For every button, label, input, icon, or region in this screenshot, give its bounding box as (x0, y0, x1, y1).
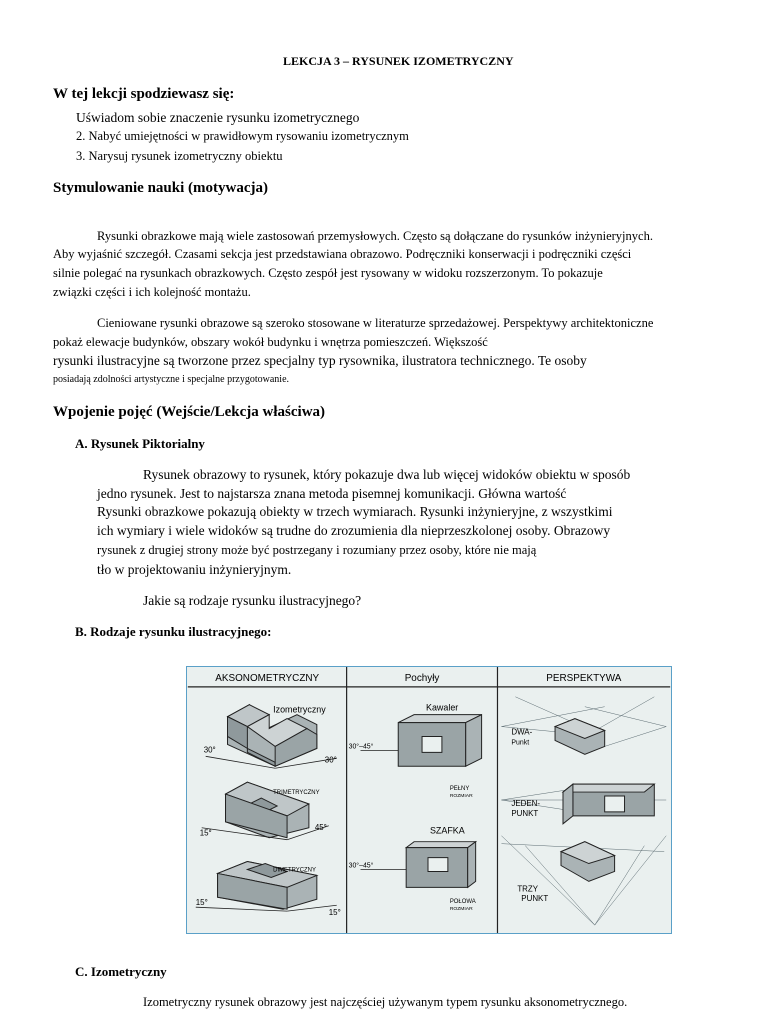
cabinet-label: SZAFKA (429, 825, 465, 836)
para3-line-2: jedno rysunek. Jest to najstarsza znana metoda pisemnej komunikacji. Główna wartość (97, 486, 567, 501)
three-point-label-2: PUNKT (521, 894, 549, 904)
three-point-label-1: TRZY (517, 884, 539, 894)
angle-30-right: 30° (324, 755, 337, 765)
three-point-perspective (501, 836, 666, 925)
cavalier-block (398, 715, 481, 767)
half-size-label-1: POŁOWA (449, 899, 476, 906)
trimetric-label: TRIMETRYCZNY (273, 790, 320, 797)
col-perspective-label: PERSPEKTYWA (546, 672, 622, 684)
para4-text: Izometryczny rysunek obrazowy jest najczęściej używanym typem rysunku aksonometrycznego. (143, 995, 628, 1009)
two-point-label-2: Punkt (511, 739, 530, 747)
cavalier-angle: 30°–45° (348, 743, 374, 751)
cavalier-label: Kawaler (426, 702, 459, 713)
col-oblique-label: Pochyły (404, 672, 440, 684)
para2-line-2: pokaż elewacje budynków, obszary wokół budynku i wnętrza pomieszczeń. Większość (53, 335, 488, 349)
para2-line-1: Cieniowane rysunki obrazowe są szeroko stosowane w literaturze sprzedażowej. Perspektywy architektoniczne (97, 316, 654, 330)
para2-line-3: rysunki ilustracyjne są tworzone przez specjalny typ rysownika, ilustratora technicznego. Te osoby (53, 353, 587, 368)
objective-1: Uświadom sobie znaczenie rysunku izometrycznego (76, 110, 360, 125)
one-point-label-1: JEDEN- (511, 798, 541, 808)
dimetric-label: DIMETRYCZNY (273, 867, 316, 874)
full-size-label-1: PEŁNY (449, 786, 470, 793)
document-title: LEKCJA 3 – RYSUNEK IZOMETRYCZNY (283, 54, 514, 68)
para3-line-1: Rysunek obrazowy to rysunek, który pokazuje dwa lub więcej widoków obiektu w sposób (143, 467, 631, 482)
angle-15-dim-right: 15° (328, 908, 341, 918)
para1-line-4: związki części i ich kolejność montażu. (53, 285, 251, 299)
full-size-label-2: ROZMIAR (449, 794, 473, 800)
concept-heading: Wpojenie pojęć (Wejście/Lekcja właściwa) (53, 404, 326, 420)
para3-line-5: rysunek z drugiej strony może być postrzegany i rozumiany przez osoby, które nie mają (97, 543, 537, 557)
motivation-heading: Stymulowanie nauki (motywacja) (53, 180, 269, 196)
objective-3: 3. Narysuj rysunek izometryczny obiektu (76, 149, 283, 163)
para3-line-6: tło w projektowaniu inżynieryjnym. (97, 562, 292, 577)
para3-line-3: Rysunki obrazkowe pokazują obiekty w trzech wymiarach. Rysunki inżynieryjne, z wszystkimi (97, 504, 613, 519)
section-a-heading: A. Rysunek Piktorialny (75, 436, 205, 451)
one-point-label-2: PUNKT (511, 808, 539, 818)
col-axonometric-label: AKSONOMETRYCZNY (215, 672, 320, 684)
two-point-label-1: DWA- (511, 727, 533, 737)
isometric-label: Izometryczny (273, 704, 326, 715)
pictorial-types-figure (186, 666, 672, 934)
angle-45: 45° (314, 822, 327, 832)
cabinet-angle: 30°–45° (348, 862, 374, 870)
para1-line-2: Aby wyjaśnić szczegół. Czasami sekcja jest przedstawiana obrazowo. Podręczniki konserwacji i podręczniki części (53, 247, 632, 261)
section-b-heading: B. Rodzaje rysunku ilustracyjnego: (75, 624, 272, 639)
para1-line-1: Rysunki obrazkowe mają wiele zastosowań przemysłowych. Często są dołączane do rysunków inżynieryjnych. (97, 229, 653, 243)
angle-15-dim-left: 15° (195, 898, 208, 908)
expectations-heading: W tej lekcji spodziewasz się: (53, 86, 235, 102)
half-size-label-2: ROZMIAR (449, 907, 473, 913)
angle-15: 15° (199, 828, 212, 838)
para3-line-4: ich wymiary i wiele widoków są trudne do zrozumienia dla nieprzeszkolonej osoby. Obrazowy (97, 523, 611, 538)
para1-line-3: silnie polegać na rysunkach obrazkowych. Często zespół jest rysowany w widoku rozszerzonym. To pokazuje (53, 266, 603, 280)
question-text: Jakie są rodzaje rysunku ilustracyjnego? (143, 593, 362, 608)
objective-2: 2. Nabyć umiejętności w prawidłowym rysowaniu izometrycznym (76, 129, 409, 143)
section-c-heading: C. Izometryczny (75, 964, 167, 979)
angle-30-left: 30° (203, 745, 216, 755)
cabinet-block (406, 842, 475, 888)
para2-line-4: posiadają zdolności artystyczne i specjalne przygotowanie. (53, 374, 290, 385)
